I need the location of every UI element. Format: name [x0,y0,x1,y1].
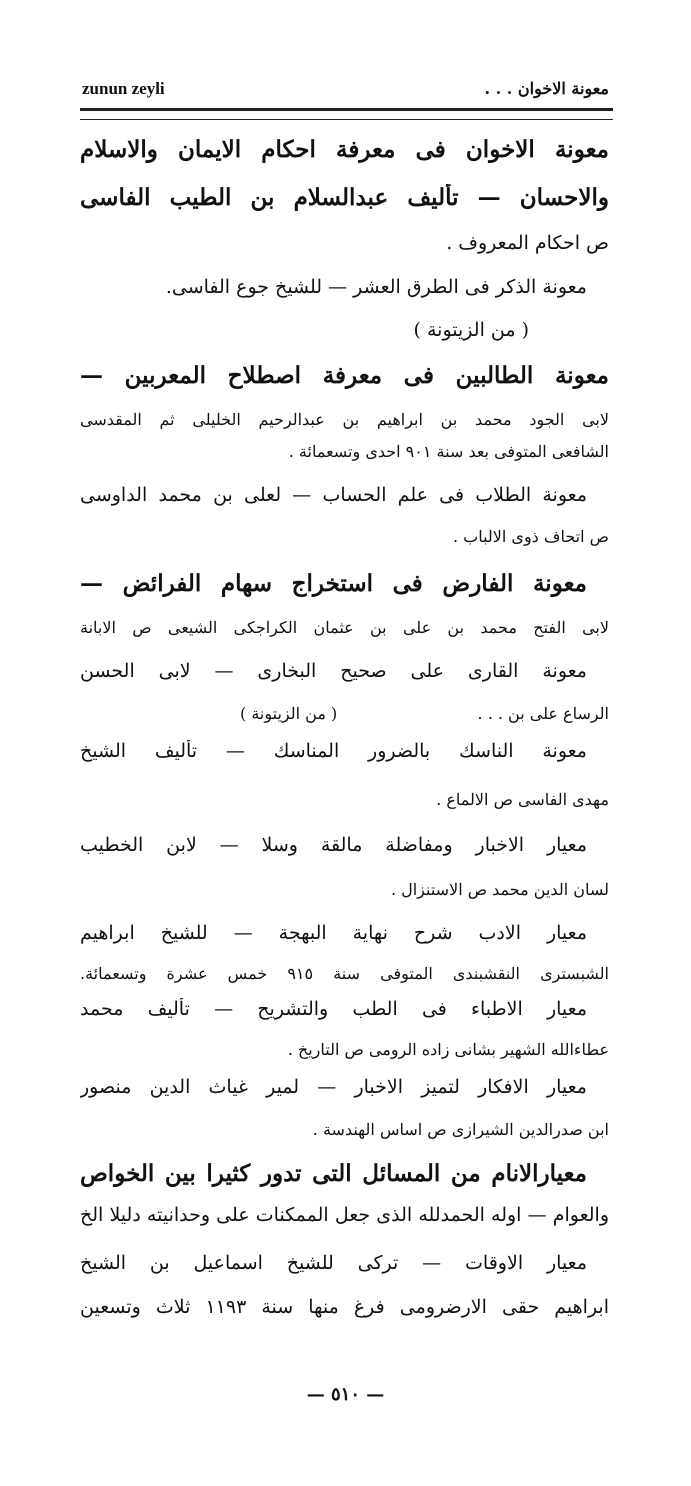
entry-line: معونة الفارض فى استخراج سهام الفرائض — [80,570,587,597]
entry-line [80,704,609,723]
entry-line: معيار الافكار لتميز الاخبار — لمير غياث الدين منصور [80,1076,587,1098]
entry-line: ابن صدرالدين الشيرازى ص اساس الهندسة . [312,1120,609,1139]
entry-line: لابى الفتح محمد بن على بن عثمان الكراجكى الشيعى ص الابانة [80,618,609,637]
entry-line: معونة الطلاب فى علم الحساب — لعلى بن محمد الداوسى [80,484,587,506]
entry-line: معونة الذكر فى الطرق العشر — للشيخ جوع الفاسى. [165,276,587,298]
entry-note: ( من الزيتونة ) [413,319,529,341]
entry-line: الشافعى المتوفى بعد سنة ٩٠١ احدى وتسعمائة . [288,442,609,461]
entry-line: معونة الناسك بالضرور المناسك — تأليف الشيخ [80,740,587,762]
entry-line: معيارالانام من المسائل التى تدور كثيرا بين الخواص [80,1160,587,1187]
entry-line: والعوام — اوله الحمدلله الذى جعل الممكنات على وحدانيته دليلا الخ [80,1204,609,1226]
header-rule [80,108,613,120]
entry-line: معيار الاخبار ومفاضلة مالقة وسلا — لابن الخطيب [80,834,587,856]
entry-line: لابى الجود محمد بن ابراهيم بن عبدالرحيم الخليلى ثم المقدسى [80,410,609,429]
entry-line: ص اتحاف ذوى الالباب . [452,527,609,546]
header-running-title-left: zunun zeyli [82,79,165,98]
entry-note: ( من الزيتونة ) [240,704,338,723]
entry-line: والاحسان — تأليف عبدالسلام بن الطيب الفاسى [80,184,609,211]
entry-line: عطاءالله الشهير بشانى زاده الرومى ص التاريخ . [287,1040,609,1059]
entry-line: معيار الاطباء فى الطب والتشريح — تأليف محمد [80,998,587,1020]
entry-line-text: الرساع على بن . . . [477,704,609,723]
entry-line: ص احكام المعروف . [446,232,609,254]
entry-line: مهدى الفاسى ص الالماع . [436,790,609,809]
entry-line: لسان الدين محمد ص الاستنزال . [390,880,609,899]
entry-line: معيار الادب شرح نهاية البهجة — للشيخ ابراهيم [80,922,587,944]
entry-line: معونة القارى على صحيح البخارى — لابى الحسن [80,660,587,682]
page-number: — ٥١٠ — [306,1384,385,1405]
entry-line: معونة الطالبين فى معرفة اصطلاح المعربين — [80,362,609,389]
entry-line: الشبسترى النقشبندى المتوفى سنة ٩١٥ خمس عشرة وتسعمائة. [80,964,609,983]
header-running-title-right: معونة الاخوان . . . [484,79,609,98]
entry-line: معيار الاوقات — تركى للشيخ اسماعيل بن الشيخ [80,1252,587,1274]
entry-line: معونة الاخوان فى معرفة احكام الايمان والاسلام [80,136,609,163]
entry-line: ابراهيم حقى الارضرومى فرغ منها سنة ١١٩٣ ثلاث وتسعين [80,1296,609,1318]
